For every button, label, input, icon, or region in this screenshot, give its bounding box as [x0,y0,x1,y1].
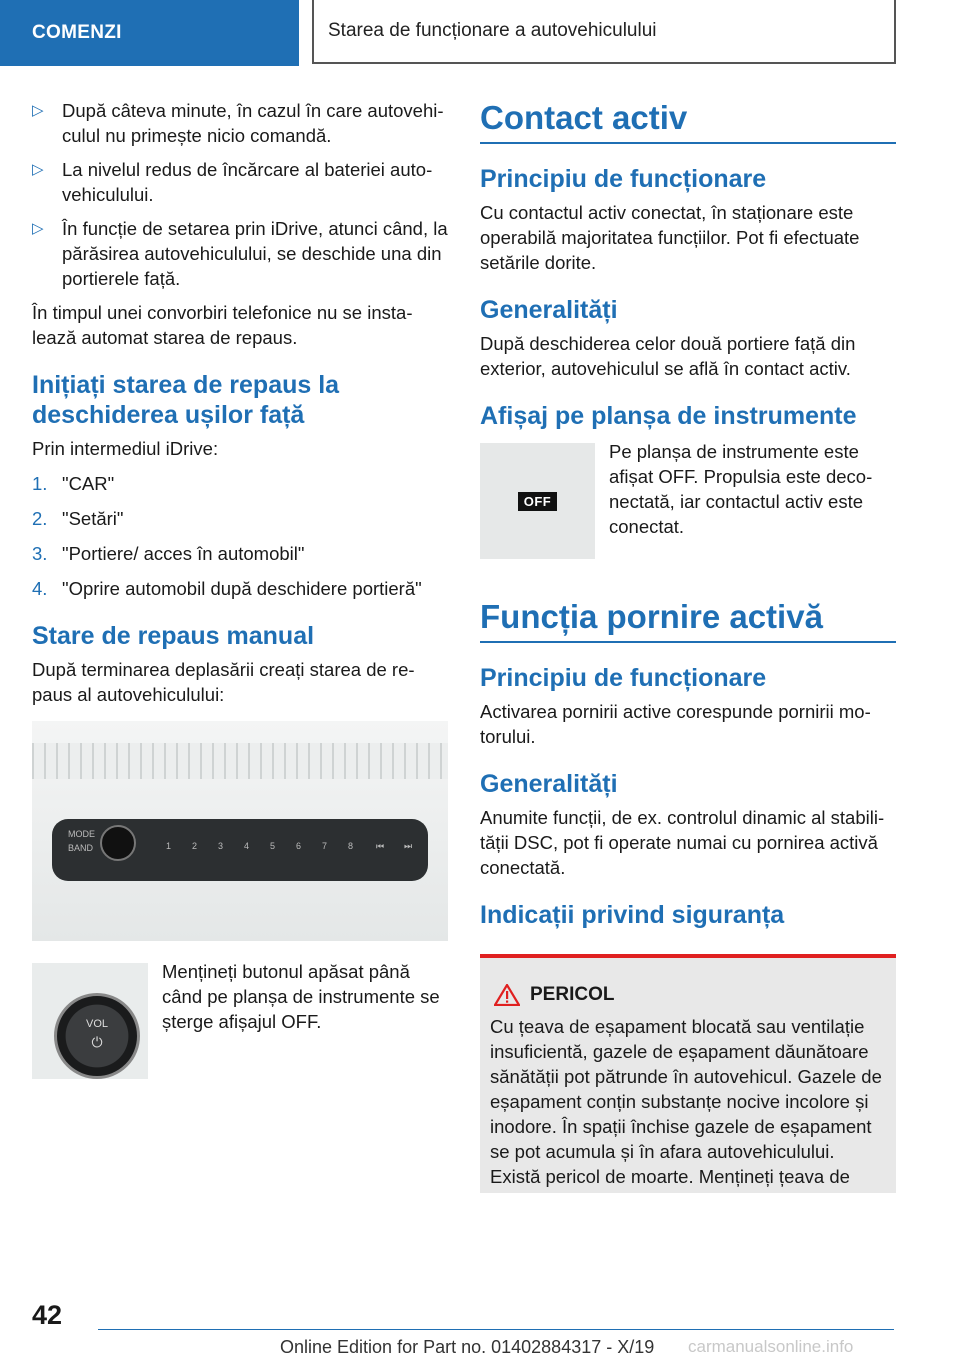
chapter-title: Starea de funcționare a autovehiculului [312,0,896,64]
list-item: 4. "Oprire automobil după deschidere portieră" [32,578,422,599]
list-item: 3. "Portiere/ acces în automobil" [32,543,305,564]
page-number: 42 [32,1300,63,1330]
air-vent [32,743,448,779]
next-track-icon: ⏭ [404,841,413,851]
start-title: Funcția pornire activă [480,597,896,643]
triangle-bullet-icon: ▷ [32,102,44,119]
button-strip: MODE BAND 1 2 3 4 5 6 7 8 ⏮ ⏭ [52,819,428,881]
idrive-steps [32,471,448,601]
volume-knob [100,825,136,861]
list-item: ▷ După câteva minute, în cazul în care autovehiculul nu primește nicio comandă. [32,100,444,146]
danger-box [480,954,896,1193]
principle-text: Cu contactul activ conectat, în staționare este operabilă majoritatea funcțiilor. Pot fi efectuate setările dorite. [480,202,860,273]
start-principle-heading: Principiu de funcționare [480,664,767,692]
right-column [480,98,896,1193]
manual-heading: Stare de repaus manual [32,622,315,650]
doors-heading: Inițiați starea de repaus la deschiderea ușilor față [32,371,340,429]
condition-list [32,98,448,291]
manual-text: După terminarea deplasării creați starea de repaus al autovehiculului: [32,659,415,705]
watermark: carmanualsonline.info [688,1337,854,1356]
doors-intro: Prin intermediul iDrive: [32,438,219,459]
edition-text: Online Edition for Part no. 01402884317 - X/19 [280,1337,655,1357]
volume-knob-closeup: VOL ⏻ [54,993,140,1079]
general-text: După deschiderea celor două portiere față din exterior, autovehiculul se află în contact activ. [480,333,856,379]
triangle-bullet-icon: ▷ [32,161,44,178]
display-text: Pe planșa de instrumente este afișat OFF. Propulsia este deconectată, iar contactul activ este conectat. [609,441,873,537]
volume-knob-photo [32,963,148,1079]
knob-text: Mențineți butonul apăsat până când pe planșa de instrumente se șterge afișajul OFF. [162,961,440,1032]
list-item: 2. "Setări" [32,508,124,529]
call-note: În timpul unei convorbiri telefonice nu se instalează automat starea de repaus. [32,302,413,348]
general-heading: Generalități [480,296,618,324]
warning-triangle-icon [494,984,520,1006]
start-general-text: Anumite funcții, de ex. controlul dinamic al stabilității DSC, pot fi operate numai cu pornirea activă conectată. [480,807,885,878]
section-tab: COMENZI [0,0,299,66]
list-item: ▷ În funcție de setarea prin iDrive, atunci când, la părăsirea autovehiculului, se deschide una din portierele față. [32,218,448,289]
list-item: ▷ La nivelul redus de încărcare al bateriei autovehiculului. [32,159,433,205]
power-icon: ⏻ [91,1034,103,1050]
left-column [32,98,448,1079]
off-badge: OFF [518,492,558,511]
display-info [480,443,896,559]
footer-divider [98,1329,894,1330]
safety-heading: Indicații privind siguranța [480,901,785,929]
page-header [0,0,960,66]
radio-panel-photo [32,721,448,941]
off-display-image [480,443,595,559]
prev-track-icon: ⏮ [376,841,385,851]
danger-text: Cu țeava de eșapament blocată sau ventilație insuficientă, gazele de eșapament dăunătoare sănătății pot pătrunde în autovehicul. Gazele de eșapament conțin substanțe nocive incolore și inodore. În spații închise gazele de eșapament se pot acumula și în afara autovehiculului. Există pericol de moarte. Mențineți țeava de [490,1016,882,1187]
principle-heading: Principiu de funcționare [480,165,767,193]
triangle-bullet-icon: ▷ [32,220,44,237]
danger-title: PERICOL [494,984,886,1006]
start-general-heading: Generalități [480,770,618,798]
list-item: 1. "CAR" [32,473,115,494]
display-heading: Afișaj pe planșa de instrumente [480,402,857,430]
start-principle-text: Activarea pornirii active corespunde pornirii motorului. [480,701,871,747]
contact-title: Contact activ [480,98,896,144]
knob-instruction [32,963,448,1079]
